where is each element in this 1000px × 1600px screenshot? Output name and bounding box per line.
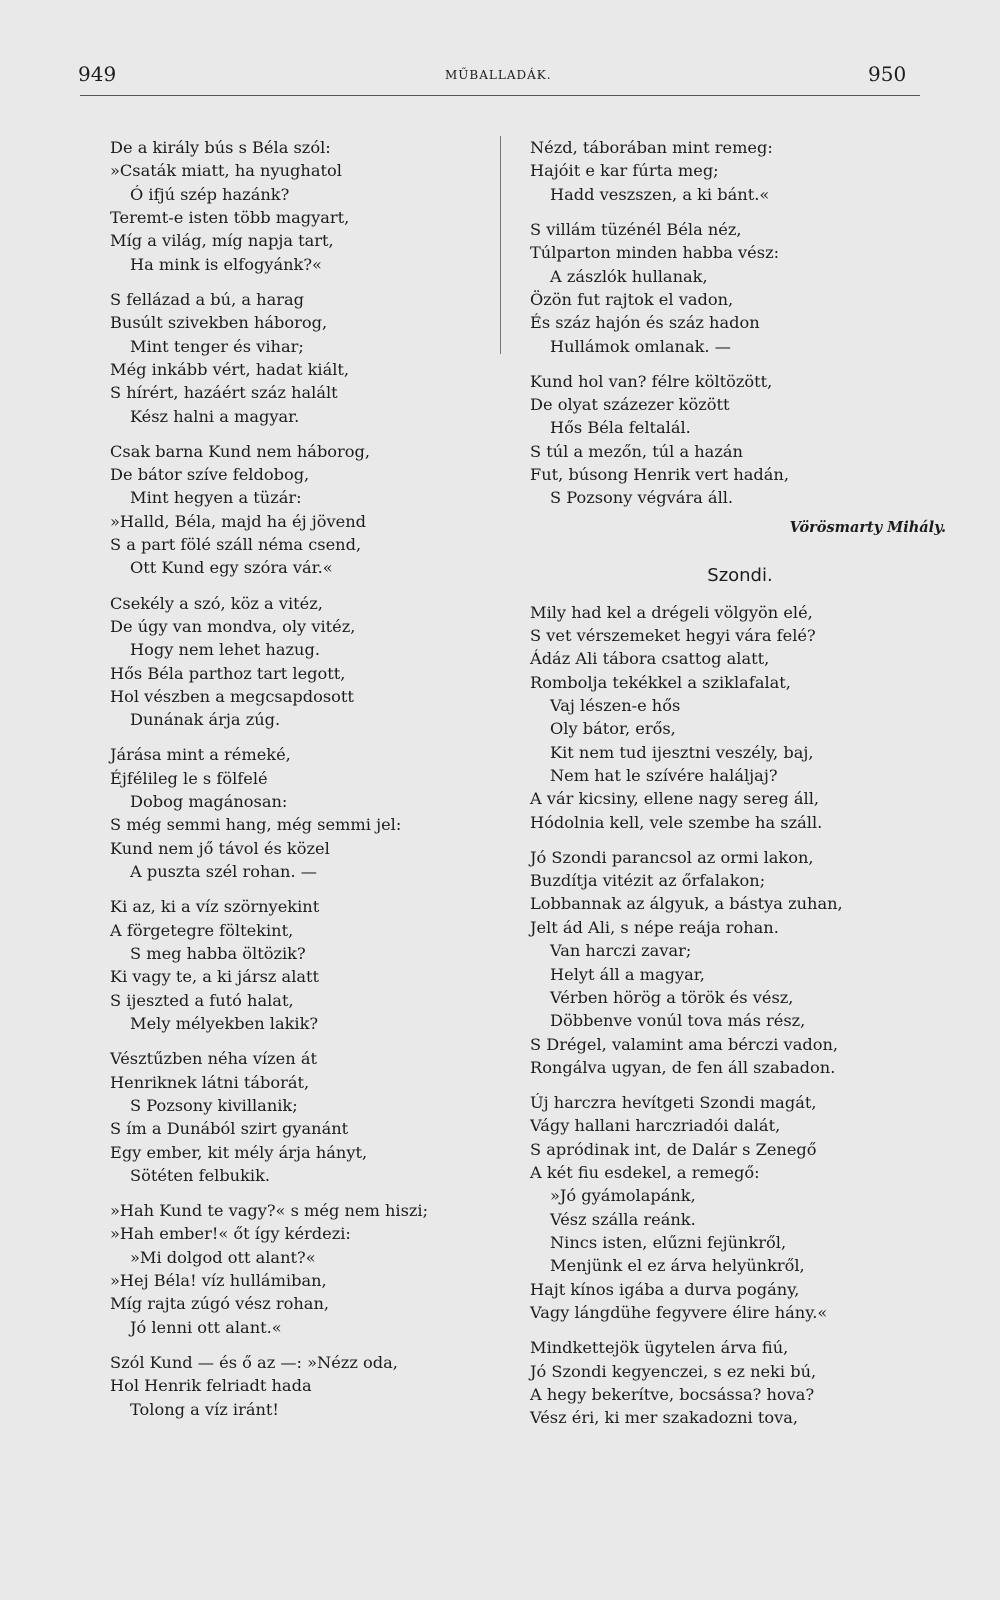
right-column xyxy=(530,136,950,1441)
verse-line: »Halld, Béla, majd ha éj jövend xyxy=(110,511,367,531)
verse-line: S hírért, hazáért száz halált xyxy=(110,383,338,403)
stanza xyxy=(530,601,950,834)
verse-line: Hős Béla parthoz tart legott, xyxy=(110,663,346,683)
stanza xyxy=(530,370,950,510)
stanza xyxy=(110,743,485,883)
verse-line: »Hah Kund te vagy?« s még nem hiszi; xyxy=(110,1201,429,1221)
verse-line: Nem hat le szívére haláljaj? xyxy=(550,765,778,785)
verse-line: Hajóit e kar fúrta meg; xyxy=(530,161,719,181)
stanza xyxy=(110,1047,485,1187)
left-column xyxy=(110,136,485,1433)
verse-line: Rombolja tekékkel a sziklafalat, xyxy=(530,672,791,692)
verse-line: S túl a mezőn, túl a hazán xyxy=(530,441,743,461)
verse-line: Túlparton minden habba vész: xyxy=(530,243,780,263)
verse-line: Vész éri, ki mer szakadozni tova, xyxy=(530,1408,799,1428)
verse-line: Mindkettejök ügytelen árva fiú, xyxy=(530,1338,789,1358)
verse-line: Ha mink is elfogyánk?« xyxy=(130,254,322,274)
poem2-body xyxy=(530,601,950,1430)
verse-line: Vaj lészen-e hős xyxy=(550,695,681,715)
verse-line: Éjfélileg le s fölfelé xyxy=(110,768,268,788)
verse-line: Új harczra hevítgeti Szondi magát, xyxy=(530,1093,817,1113)
verse-line: Henriknek látni táborát, xyxy=(110,1072,310,1092)
page-header xyxy=(0,62,1000,90)
stanza xyxy=(530,1336,950,1429)
verse-line: De olyat százezer között xyxy=(530,395,730,415)
stanza xyxy=(110,895,485,1035)
verse-line: Csekély a szó, köz a vitéz, xyxy=(110,593,323,613)
verse-line: Egy ember, kit mély árja hányt, xyxy=(110,1142,368,1162)
page-number-right: 950 xyxy=(868,62,907,86)
verse-line: Hódolnia kell, vele szembe ha száll. xyxy=(530,812,823,832)
verse-line: Ki az, ki a víz szörnyekint xyxy=(110,897,320,917)
verse-line: Jelt ád Ali, s népe reája rohan. xyxy=(530,917,779,937)
verse-line: Hős Béla feltalál. xyxy=(550,418,691,438)
verse-line: Vész szálla reánk. xyxy=(550,1209,696,1229)
verse-line: Sötéten felbukik. xyxy=(130,1165,271,1185)
verse-line: Kit nem tud ijesztni veszély, baj, xyxy=(550,742,814,762)
verse-line: De bátor szíve feldobog, xyxy=(110,465,310,485)
verse-line: S ím a Dunából szirt gyanánt xyxy=(110,1119,349,1139)
verse-line: Szól Kund — és ő az —: »Nézz oda, xyxy=(110,1352,398,1372)
verse-line: Oly bátor, erős, xyxy=(550,719,676,739)
verse-line: Vagy lángdühe fegyvere élire hány.« xyxy=(530,1303,828,1323)
verse-line: »Hah ember!« őt így kérdezi: xyxy=(110,1224,351,1244)
verse-line: A hegy bekerítve, bocsássa? hova? xyxy=(530,1384,815,1404)
verse-line: »Csaták miatt, ha nyughatol xyxy=(110,161,342,181)
verse-line: Hullámok omlanak. — xyxy=(550,336,731,356)
verse-line: Hajt kínos igába a durva pogány, xyxy=(530,1279,800,1299)
verse-line: Hogy nem lehet hazug. xyxy=(130,640,320,660)
stanza xyxy=(110,136,485,276)
verse-line: És száz hajón és száz hadon xyxy=(530,313,760,333)
verse-line: Mint tenger és vihar; xyxy=(130,336,304,356)
verse-line: Még inkább vért, hadat kiált, xyxy=(110,359,350,379)
verse-line: Míg a világ, míg napja tart, xyxy=(110,231,334,251)
verse-line: Vágy hallani harczriadói dalát, xyxy=(530,1116,781,1136)
verse-line: Van harczi zavar; xyxy=(550,941,692,961)
verse-line: S a part fölé száll néma csend, xyxy=(110,535,362,555)
verse-line: Kész halni a magyar. xyxy=(130,406,300,426)
verse-line: S Pozsony végvára áll. xyxy=(550,488,734,508)
verse-line: Ki vagy te, a ki jársz alatt xyxy=(110,967,320,987)
verse-line: Ádáz Ali tábora csattog alatt, xyxy=(530,649,770,669)
stanza xyxy=(110,592,485,732)
verse-line: De a király bús s Béla szól: xyxy=(110,138,331,157)
verse-line: Kund hol van? félre költözött, xyxy=(530,371,773,391)
verse-line: A förgetegre föltekint, xyxy=(110,920,294,940)
verse-line: Busúlt szivekben háborog, xyxy=(110,313,328,333)
verse-line: Nézd, táborában mint remeg: xyxy=(530,138,773,157)
verse-line: Menjünk el ez árva helyünkről, xyxy=(550,1256,805,1276)
verse-line: Jó Szondi kegyenczei, s ez neki bú, xyxy=(530,1361,817,1381)
verse-line: Vérben hörög a török és vész, xyxy=(550,987,794,1007)
verse-line: S villám tüzénél Béla néz, xyxy=(530,219,742,239)
stanza xyxy=(110,440,485,580)
poem1-ending xyxy=(530,136,950,510)
verse-line: Mint hegyen a tüzár: xyxy=(130,488,302,508)
column-divider xyxy=(500,136,501,354)
verse-line: Hol Henrik felriadt hada xyxy=(110,1376,312,1396)
verse-line: S Drégel, valamint ama bérczi vadon, xyxy=(530,1034,839,1054)
verse-line: A zászlók hullanak, xyxy=(550,266,708,286)
verse-line: Lobbannak az álgyuk, a bástya zuhan, xyxy=(530,894,843,914)
running-title: MŰBALLADÁK. xyxy=(445,68,552,82)
stanza xyxy=(530,218,950,358)
verse-line: S meg habba öltözik? xyxy=(130,943,306,963)
header-rule xyxy=(80,95,920,96)
verse-line: Helyt áll a magyar, xyxy=(550,964,705,984)
verse-line: Vésztűzben néha vízen át xyxy=(110,1049,317,1069)
stanza xyxy=(110,288,485,428)
stanza xyxy=(530,136,950,206)
author-attribution: Vörösmarty Mihály. xyxy=(789,518,946,536)
verse-line: A két fiu esdekel, a remegő: xyxy=(530,1163,760,1183)
verse-line: Jó Szondi parancsol az ormi lakon, xyxy=(530,847,814,867)
verse-line: Járása mint a rémeké, xyxy=(110,745,291,765)
verse-line: Míg rajta zúgó vész rohan, xyxy=(110,1294,330,1314)
verse-line: A vár kicsiny, ellene nagy sereg áll, xyxy=(530,789,820,809)
verse-line: S vet vérszemeket hegyi vára felé? xyxy=(530,625,816,645)
poem-title: Szondi. xyxy=(707,564,773,586)
stanza xyxy=(110,1351,485,1421)
verse-line: A puszta szél rohan. — xyxy=(130,862,317,882)
verse-line: Tolong a víz iránt! xyxy=(130,1399,279,1419)
verse-line: Dunának árja zúg. xyxy=(130,710,281,730)
verse-line: Hadd veszszen, a ki bánt.« xyxy=(550,184,770,204)
stanza xyxy=(530,1091,950,1324)
verse-line: Hol vészben a megcsapdosott xyxy=(110,686,354,706)
verse-line: S még semmi hang, még semmi jel: xyxy=(110,815,402,835)
verse-line: S fellázad a bú, a harag xyxy=(110,289,304,309)
verse-line: Ó ifjú szép hazánk? xyxy=(130,184,290,204)
verse-line: Csak barna Kund nem háborog, xyxy=(110,441,371,461)
verse-line: S ijeszted a futó halat, xyxy=(110,990,294,1010)
verse-line: Kund nem jő távol és közel xyxy=(110,838,330,858)
verse-line: »Mi dolgod ott alant?« xyxy=(130,1247,316,1267)
verse-line: Fut, búsong Henrik vert hadán, xyxy=(530,465,789,485)
verse-line: »Jó gyámolapánk, xyxy=(550,1186,696,1206)
verse-line: Mely mélyekben lakik? xyxy=(130,1014,319,1034)
verse-line: S apródinak int, de Dalár s Zenegő xyxy=(530,1139,817,1159)
verse-line: Jó lenni ott alant.« xyxy=(130,1317,282,1337)
verse-line: »Hej Béla! víz hullámiban, xyxy=(110,1271,327,1291)
verse-line: Buzdítja vitézit az őrfalakon; xyxy=(530,871,766,891)
verse-line: Mily had kel a drégeli völgyön elé, xyxy=(530,602,813,622)
verse-line: Ott Kund egy szóra vár.« xyxy=(130,558,333,578)
verse-line: Teremt-e isten több magyart, xyxy=(110,208,350,228)
verse-line: Döbbenve vonúl tova más rész, xyxy=(550,1011,806,1031)
verse-line: Özön fut rajtok el vadon, xyxy=(530,289,734,309)
verse-line: Dobog magánosan: xyxy=(130,792,288,812)
verse-line: Nincs isten, elűzni fejünkről, xyxy=(550,1233,787,1253)
verse-line: S Pozsony kivillanik; xyxy=(130,1095,298,1115)
verse-line: De úgy van mondva, oly vitéz, xyxy=(110,616,356,636)
stanza xyxy=(530,846,950,1079)
stanza xyxy=(110,1199,485,1339)
verse-line: Rongálva ugyan, de fen áll szabadon. xyxy=(530,1057,836,1077)
page-number-left: 949 xyxy=(78,62,117,86)
